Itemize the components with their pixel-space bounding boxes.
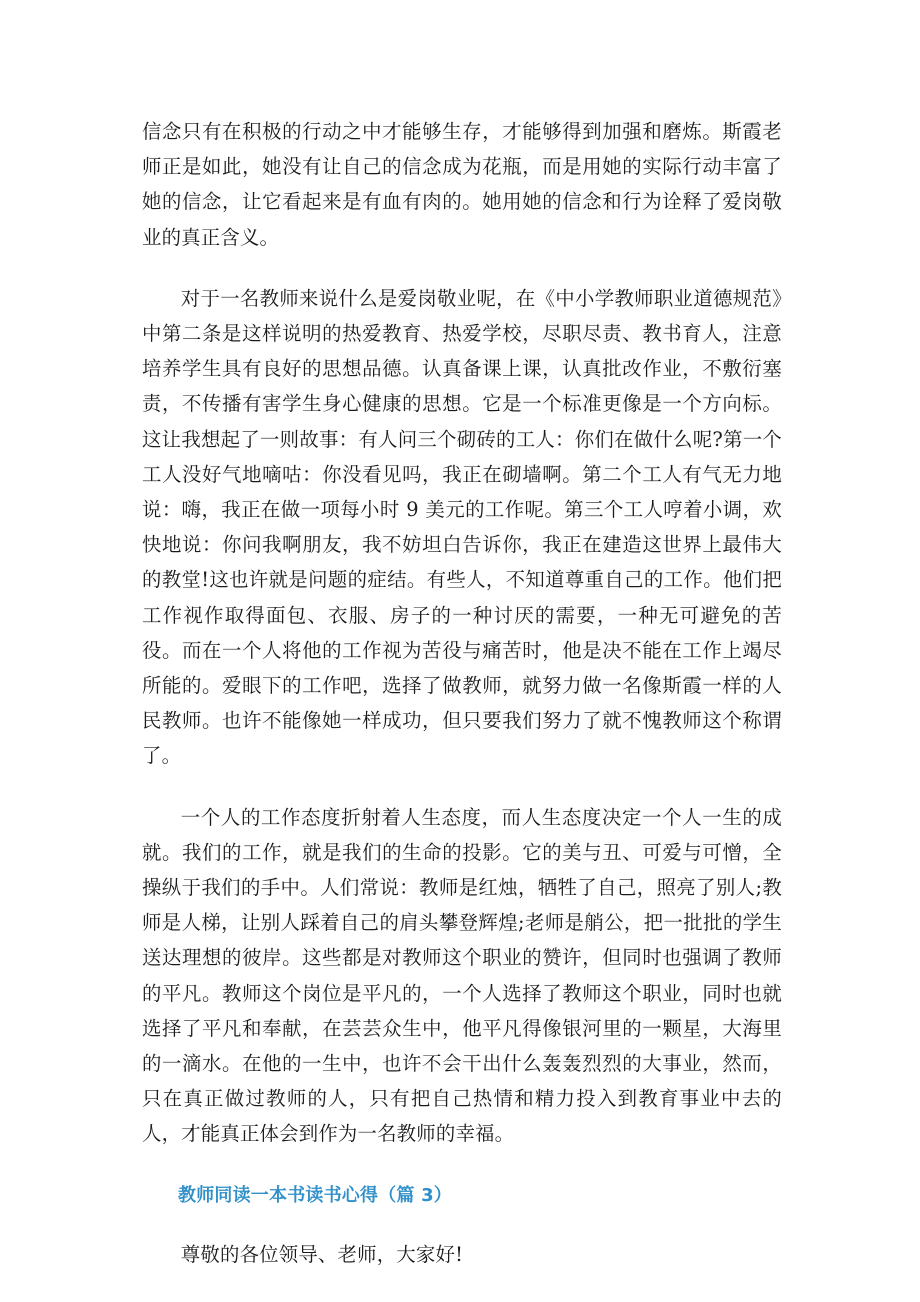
paragraph-continued: 信念只有在积极的行动之中才能够生存，才能够得到加强和磨炼。斯霞老师正是如此，她没有让自己的信念成为花瓶，而是用她的实际行动丰富了她的信念，让它看起来是有血有肉的。她用她的信念和行为诠释了爱岗敬业的真正含义。	[142, 120, 782, 249]
paragraph-attitude: 一个人的工作态度折射着人生态度，而人生态度决定一个人一生的成就。我们的工作，就是我们的生命的投影。它的美与丑、可爱与可憎，全操纵于我们的手中。人们常说：教师是红烛，牺牲了自己，照亮了别人;教师是人梯，让别人踩着自己的肩头攀登辉煌;老师是艄公，把一批批的学生送达理想的彼岸。这些都是对教师这个职业的赞许，但同时也强调了教师的平凡。教师这个岗位是平凡的，一个人选择了教师这个职业，同时也就选择了平凡和奉献，在芸芸众生中，他平凡得像银河里的一颗星，大海里的一滴水。在他的一生中，也许不会干出什么轰轰烈烈的大事业，然而，只在真正做过教师的人，只有把自己热情和精力投入到教育事业中去的人，才能真正体会到作为一名教师的幸福。	[142, 805, 782, 1146]
document-body	[142, 114, 782, 1272]
greeting-line: 尊敬的各位领导、老师，大家好!	[180, 1242, 464, 1266]
paragraph-dedication: 对于一名教师来说什么是爱岗敬业呢，在《中小学教师职业道德规范》中第二条是这样说明的热爱教育、热爱学校，尽职尽责、教书育人，注意培养学生具有良好的思想品德。认真备课上课，认真批改作业，不敷衍塞责，不传播有害学生身心健康的思想。它是一个标准更像是一个方向标。这让我想起了一则故事：有人问三个砌砖的工人：你们在做什么呢?第一个工人没好气地嘀咕：你没看见吗，我正在砌墙啊。第二个工人有气无力地说：嗨，我正在做一项每小时 9 美元的工作呢。第三个工人哼着小调，欢快地说：你问我啊朋友，我不妨坦白告诉你，我正在建造这世界上最伟大的教堂!这也许就是问题的症结。有些人，不知道尊重自己的工作。他们把工作视作取得面包、衣服、房子的一种讨厌的需要，一种无可避免的苦役。而在一个人将他的工作视为苦役与痛苦时，他是决不能在工作上竭尽所能的。爱眼下的工作吧，选择了做教师，就努力做一名像斯霞一样的人民教师。也许不能像她一样成功，但只要我们努力了就不愧教师这个称谓了。	[142, 286, 782, 768]
section-heading: 教师同读一本书读书心得（篇 3）	[178, 1184, 452, 1206]
